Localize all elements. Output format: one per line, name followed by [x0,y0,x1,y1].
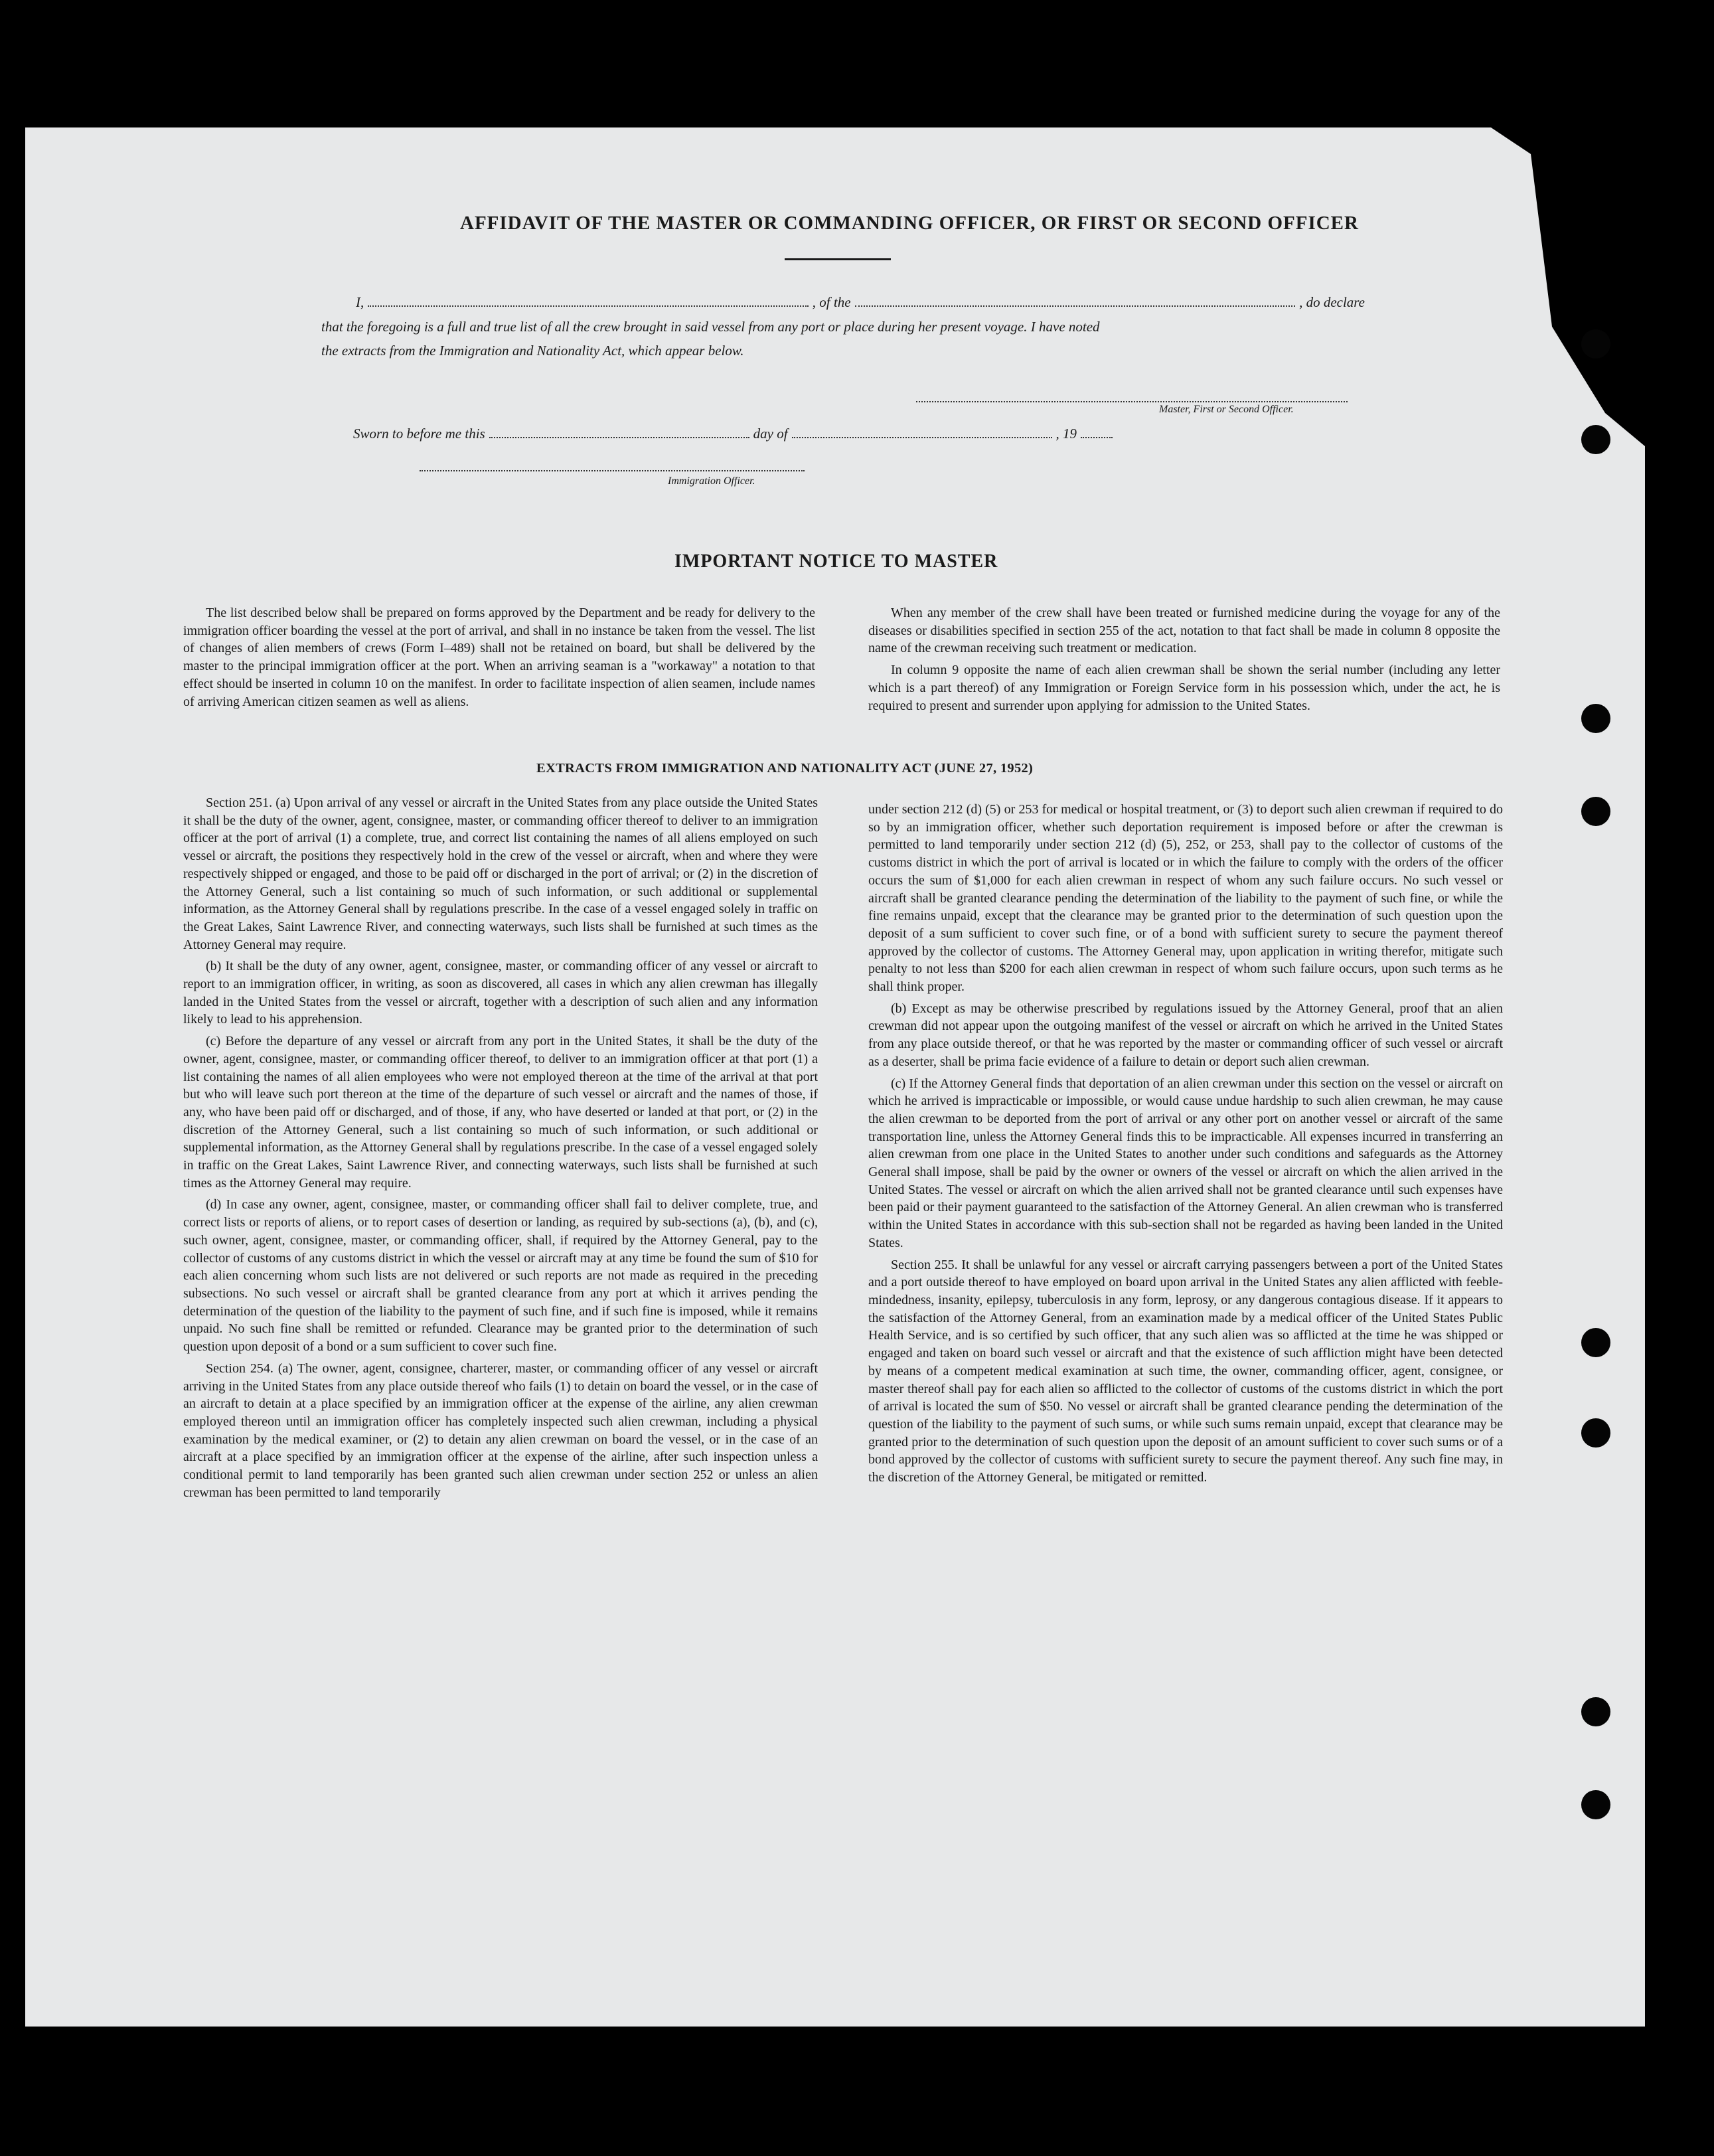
punch-hole [1581,704,1610,733]
year-label: , 19 [1055,426,1077,442]
punch-hole [1581,1328,1610,1357]
affidavit-statement-line-3: the extracts from the Immigration and Nationality Act, which appear below. [321,343,744,359]
sworn-label: Sworn to before me this [353,426,485,442]
day-of-label: day of [753,426,788,442]
section-251-b: (b) It shall be the duty of any owner, agent, consignee, master, or commanding officer of any vessel or aircraft to report to an immigration officer, in writing, as soon as discovered, all cases in which any alien crewman has illegally landed in the United States from the vessel or aircraft, together with a description of such alien and any information likely to lead to his apprehension. [183,959,818,1027]
notice-right-column [868,604,1500,718]
punch-hole [1581,329,1610,359]
notice-title: IMPORTANT NOTICE TO MASTER [674,551,998,572]
section-254-c: (c) If the Attorney General finds that deportation of an alien crewman under this section on the vessel or aircraft on which he arrived is impracticable or impossible, or would cause undue hardship to such alien crewman, he may cause the alien crewman to be deported from the port of arrival or any other port on another vessel or aircraft of the same transportation line, unless the Attorney General finds this to be impracticable. All expenses incurred in transferring an alien crewman from one place in the United States to another under such conditions and safeguards as the Attorney General shall impose, shall be paid by the owner or owners of the vessel or aircraft on which the alien arrived in the United States. The vessel or aircraft on which the alien arrived shall not be granted clearance until such expenses have been paid or their payment guaranteed to the satisfaction of the Attorney General. An alien crewman who is transferred within the United States in accordance with this sub-section shall not be regarded as having been landed in the United States. [868,1076,1503,1250]
section-254-a-continued: under section 212 (d) (5) or 253 for medical or hospital treatment, or (3) to deport such alien crewman if required to do so by an immigration officer, whether such deportation requirement is imposed before or after the crewman is permitted to land temporarily under section 212 (d) (5), 252, or 253, shall pay to the collector of customs of the customs district in which the port of arrival is located or in which the failure to comply with the orders of the officer occurs the sum of $1,000 for each alien crewman in respect of whom any such failure occurs. No such vessel or aircraft shall be granted clearance pending the determination of the liability to the payment of such fine, or while the fine remains unpaid, except that the clearance may be granted prior to the determination of such question upon the deposit of a sum sufficient to cover such fine, or of a bond with sufficient surety to secure the payment thereof approved by the collector of customs. The Attorney General may, upon application in writing therefor, mitigate such penalty to not less than $200 for each alien crewman in respect of whom such failure occurs, upon such terms as he shall think proper. [868,802,1503,995]
vessel-name-field[interactable] [855,305,1296,307]
sworn-year-field[interactable] [1081,436,1113,438]
declarant-label: I, [356,294,364,310]
declare-label: , do declare [1299,294,1365,310]
notice-left-paragraph: The list described below shall be prepared on forms approved by the Department and be ready for delivery to the immigration officer boarding the vessel at the port of arrival, and shall in no instance be taken from the vessel. The list of changes of alien members of crews (Form I–489) shall not be retained on board, but shall be delivered by the master to the principal immigration officer at the port. When an arriving seaman is a "workaway" a notation to that effect should be inserted in column 10 on the manifest. In order to facilitate inspection of alien seamen, include names of arriving American citizen seamen as well as aliens. [183,606,815,709]
sworn-month-field[interactable] [792,436,1052,438]
punch-hole [1581,797,1610,826]
punch-hole [1581,1418,1610,1448]
sworn-day-field[interactable] [489,436,749,438]
officer-caption: Immigration Officer. [668,475,755,487]
officer-signature-line[interactable] [420,470,805,472]
declarant-name-field[interactable] [368,305,809,307]
sworn-line [353,418,1117,442]
section-251-c: (c) Before the departure of any vessel or aircraft from any port in the United States, it shall be the duty of the owner, agent, consignee, master, or commanding officer thereof, to deliver to an immigration officer at that port (1) a list containing the names of all alien employees who were not employed thereon at the time of the arrival at that port but who will leave such port thereon at the time of the departure of such vessel or aircraft and the names of those, if any, who have been paid off or discharged, and of those, if any, who have deserted or landed at that port, or (2) in the discretion of the Attorney General, such a list containing so much of such information, or such additional or supplemental information, as the Attorney General shall by regulations prescribe. In the case of a vessel engaged solely in traffic on the Great Lakes, Saint Lawrence River, and connecting waterways, such lists shall be furnished at such times as the Attorney General may require. [183,1034,818,1191]
master-signature-line[interactable] [916,401,1348,403]
master-caption: Master, First or Second Officer. [1159,404,1294,415]
extracts-right-column [868,801,1503,1491]
section-251-a: Section 251. (a) Upon arrival of any vessel or aircraft in the United States from any place outside the United States it shall be the duty of the owner, agent, consignee, master, or commanding officer thereof to deliver to an immigration officer at the port of arrival (1) a complete, true, and correct list containing the names of all aliens employed on such vessel or aircraft, the positions they respectively hold in the crew of the vessel or aircraft, when and where they were respectively shipped or engaged, and those to be paid off or discharged in the port of arrival; or (2) in the discretion of the Attorney General, such a list containing so much of such information, or such additional or supplemental information, as the Attorney General shall by regulations prescribe. In the case of a vessel engaged solely in traffic on the Great Lakes, Saint Lawrence River, and connecting waterways, such lists shall be furnished at such times as the Attorney General may require. [183,795,818,952]
punch-hole [1581,1790,1610,1819]
extracts-title: EXTRACTS FROM IMMIGRATION AND NATIONALITY ACT (JUNE 27, 1952) [536,761,1034,776]
affidavit-line-1 [356,287,1365,311]
punch-hole [1581,425,1610,454]
title-underline [785,258,891,260]
punch-hole [1581,1697,1610,1726]
section-254-b: (b) Except as may be otherwise prescribed by regulations issued by the Attorney General, proof that an alien crewman did not appear upon the outgoing manifest of the vessel or aircraft on which he arrived in the United States from any place outside thereof, or that he was reported by the master or commanding officer of such vessel or aircraft as a deserter, shall be prima facie evidence of a failure to detain or deport such alien crewman. [868,1001,1503,1069]
vessel-label: , of the [812,294,851,310]
notice-left-column [183,604,815,714]
notice-right-paragraph-2: In column 9 opposite the name of each alien crewman shall be shown the serial number (including any letter which is a part thereof) of any Immigration or Foreign Service form in his possession which, under the act, he is required to present and surrender upon applying for admission to the United States. [868,663,1500,713]
extracts-left-column [183,794,818,1505]
section-254-a: Section 254. (a) The owner, agent, consignee, charterer, master, or commanding officer of any vessel or aircraft arriving in the United States from any place outside thereof who fails (1) to detain on board the vessel, or in the case of an aircraft to detain at a place specified by an immigration officer at the expense of the airline, any alien crewman employed thereon until an immigration officer has completely inspected such alien crewman, including a physical examination by the medical examiner, or (2) to detain any alien crewman on board the vessel, or in the case of an aircraft at a place specified by an immigration officer at the expense of the airline, after such inspection unless a conditional permit to land temporarily has been granted such alien crewman under section 252 or unless an alien crewman has been permitted to land temporarily [183,1361,818,1500]
section-251-d: (d) In case any owner, agent, consignee, master, or commanding officer shall fail to deliver complete, true, and correct lists or reports of aliens, or to report cases of desertion or landing, as required by sub-sections (a), (b), and (c), such owner, agent, consignee, master, or commanding officer, shall, if required by the Attorney General, pay to the collector of customs of any customs district in which the vessel or aircraft may at any time be found the sum of $10 for each alien concerning whom such lists are not delivered or such reports are not made as required in the preceding subsections. No such vessel or aircraft shall be granted clearance from any port at which it arrives pending the determination of the question of the liability to the payment of such fine, and if such fine is imposed, while it remains unpaid. No such fine shall be remitted or refunded. Clearance may be granted prior to the determination of such question upon deposit of a bond or a sum sufficient to cover such fine. [183,1197,818,1355]
notice-right-paragraph-1: When any member of the crew shall have been treated or furnished medicine during the voyage for any of the diseases or disabilities specified in section 255 of the act, notation to that fact shall be made in column 8 opposite the name of the crewman receiving such treatment or medication. [868,606,1500,656]
affidavit-title: AFFIDAVIT OF THE MASTER OR COMMANDING OFFICER, OR FIRST OR SECOND OFFICER [460,212,1359,234]
section-255: Section 255. It shall be unlawful for any vessel or aircraft carrying passengers between a port of the United States and a port outside thereof to have employed on board upon arrival in the United States any alien afflicted with feeble-mindedness, insanity, epilepsy, tuberculosis in any form, leprosy, or any dangerous contagious disease. If it appears to the satisfaction of the Attorney General, from an examination made by a medical officer of the United States Public Health Service, and is so certified by such officer, that any such alien was so afflicted at the time he was shipped or engaged and taken on board such vessel or aircraft and that the existence of such affliction might have been detected by means of a competent medical examination at such time, the owner, commanding officer, agent, consignee, or master thereof shall pay for each alien so afflicted to the collector of customs of the customs district in which the port of arrival is located the sum of $50. No vessel or aircraft shall be granted clearance pending the determination of the question of the liability to the payment of such sums, or while such sums remain unpaid, except that clearance may be granted prior to the determination of such question upon the deposit of an amount sufficient to cover such sums or of a bond approved by the collector of customs with sufficient surety to secure the payment thereof. Any such fine may, in the discretion of the Attorney General, be mitigated or remitted. [868,1257,1503,1485]
affidavit-statement-line-2: that the foregoing is a full and true list of all the crew brought in said vessel from any port or place during her present voyage. I have noted [321,319,1100,335]
